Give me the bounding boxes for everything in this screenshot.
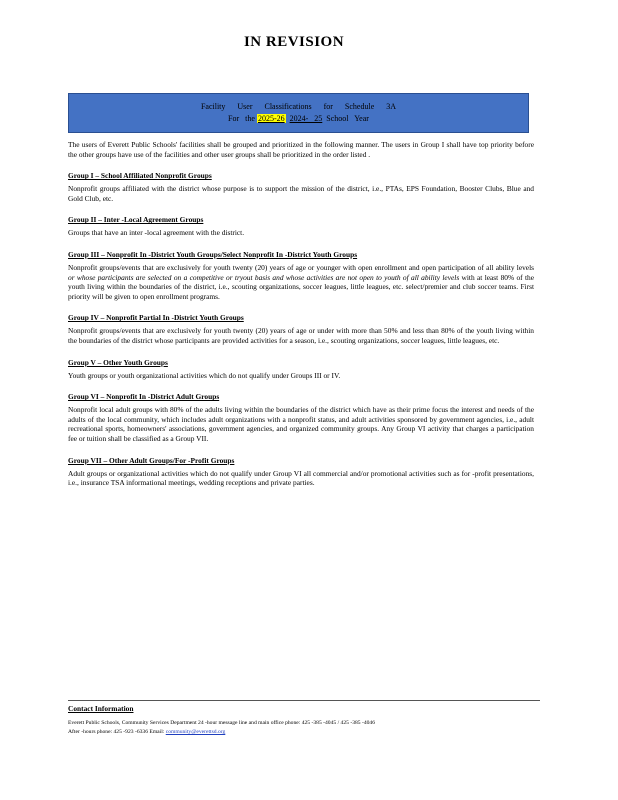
banner-school-year: School Year <box>326 114 369 123</box>
group-7-text: Adult groups or organizational activities which do not qualify under Group VI all commercial and/or promotional activities such as for -profit presentations, i.e., insurance TSA informational meetings, wedding receptions and private parties. <box>68 468 534 488</box>
group-1-heading: Group I – School Affiliated Nonprofit Groups <box>68 171 212 181</box>
group-4-text: Nonprofit groups/events that are exclusively for youth twenty (20) years of age or under with more than 50% and less than 80% of the youth living within the boundaries of the district whose participants are provided activities for a season, i.e., scouting organizations, soccer leagues, little leagues, etc. <box>68 326 534 345</box>
group-2-text: Groups that have an inter -local agreement with the district. <box>68 228 245 238</box>
group-3-heading: Group III – Nonprofit In -District Youth Groups/Select Nonprofit In -District Youth Groups <box>68 249 358 259</box>
group-3-text-a: Nonprofit groups/events that are exclusively for youth twenty (20) years of age or younger with open enrollment and open participation of all ability levels <box>68 262 534 272</box>
contact-after-hours: After -hours phone: 425 -923 -6336 Email: <box>68 729 165 735</box>
contact-heading: Contact Information <box>68 704 134 713</box>
page-title: IN REVISION <box>243 34 345 50</box>
group-5-text: Youth groups or youth organizational activities which do not qualify under Groups III or IV. <box>68 370 341 380</box>
group-3-text-b: with at least 80% of the youth living within the boundaries of the district, i.e., scouting organizations, soccer leagues, little leagues, etc. select/premier and club soccer teams. First priority will be given to open enrollment programs. <box>68 272 534 301</box>
group-6-text: Nonprofit local adult groups with 80% of the adults living within the boundaries of the district which have as their prime focus the interest and needs of the adults of the local community, which includes adult organizations with a nonprofit status, and adult activities sponsored by government agencies, i.e., adult recreational sports, homeowners' associations, government agencies, and organized community groups. Any Group VI activity that charges a participation fee or tuition shall be classified as a Group VII. <box>68 405 534 443</box>
banner-line-2 <box>69 114 528 123</box>
group-6-heading: Group VI – Nonprofit In -District Adult Groups <box>68 392 220 402</box>
group-7-heading: Group VII – Other Adult Groups/For -Profit Groups <box>68 455 235 465</box>
contact-email-link[interactable]: community@everettsd.org <box>165 729 226 735</box>
banner-for-the: For the <box>228 114 255 123</box>
group-1-text: Nonprofit groups affiliated with the district whose purpose is to support the mission of the district, i.e., PTAs, EPS Foundation, Booster Clubs, Blue and Gold Club, etc. <box>68 184 534 203</box>
intro-paragraph: The users of Everett Public Schools' facilities shall be grouped and prioritized in the following manner. The users in Group I shall have top priority before the other groups have use of the facilities and other user groups shall be prioritized in the order listed . <box>68 140 534 159</box>
group-4-heading: Group IV – Nonprofit Partial In -District Youth Groups <box>68 313 244 323</box>
document-body <box>68 140 534 488</box>
banner-year-old: 2024- 25 <box>289 114 323 123</box>
contact-line-2 <box>68 729 225 735</box>
banner-year-highlighted: 2025-26 <box>257 114 285 123</box>
group-3-text-italic: or whose participants are selected on a competitive or tryout basis and whose activities are not open to youth of all ability levels <box>68 272 460 282</box>
schedule-banner <box>68 93 529 133</box>
contact-line-1: Everett Public Schools, Community Services Department 24 -hour message line and main office phone: 425 -385 -4045 / 425 -385 -4046 <box>68 720 376 726</box>
footer-divider <box>68 700 540 701</box>
banner-line-1: Facility User Classifications for Schedule 3A <box>200 102 397 111</box>
group-3-text <box>68 263 534 301</box>
group-5-heading: Group V – Other Youth Groups <box>68 357 168 367</box>
group-2-heading: Group II – Inter -Local Agreement Groups <box>68 215 204 225</box>
